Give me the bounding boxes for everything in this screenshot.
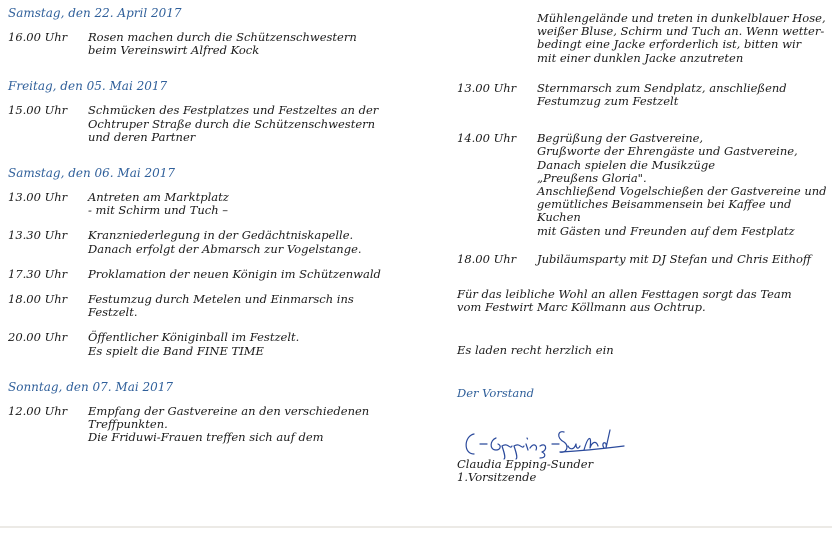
event-text: Öffentlicher Königinball im Festzelt. Es spielt die Band FINE TIME [88, 330, 300, 358]
event-text: Begrüßung der Gastvereine, Grußworte der Ehrengäste und Gastvereine, Danach spielen die Musikzüge „Preußens Gloria". Anschließend Vogelschießen der Gastvereine und gemütliches Beisammensein bei Kaffee und Kuchen mit Gästen und Freunden auf dem Festplatz [537, 131, 827, 238]
event-row [457, 253, 827, 266]
event-row [457, 82, 827, 108]
event-time: 18.00 Uhr [457, 251, 517, 266]
catering-note: Für das leibliche Wohl an allen Festtagen sorgt das Team vom Festwirt Marc Köllmann aus Ochtrup. [457, 287, 792, 315]
event-text: Schmücken des Festplatzes und Festzeltes an der Ochtruper Straße durch die Schützenschwestern und deren Partner [88, 103, 379, 144]
continuation-text: Mühlengelände und treten in dunkelblauer Hose, weißer Bluse, Schirm und Tuch an. Wenn wetter- bedingt eine Jacke erforderlich ist, bitten wir mit einer dunklen Jacke anzutreten [537, 11, 826, 65]
event-time: 18.00 Uhr [8, 292, 68, 307]
event-row [8, 293, 428, 319]
section-heading: Freitag, den 05. Mai 2017 [8, 79, 168, 94]
section-heading: Sonntag, den 07. Mai 2017 [8, 379, 174, 394]
section-friday-may-05 [8, 79, 428, 144]
event-text: Sternmarsch zum Sendplatz, anschließend Festumzug zum Festzelt [537, 80, 787, 109]
event-time: 20.00 Uhr [8, 330, 68, 345]
event-time: 13.00 Uhr [457, 80, 517, 95]
event-row [8, 331, 428, 357]
event-row [8, 31, 428, 57]
event-time: 12.00 Uhr [8, 403, 68, 418]
event-text: Festumzug durch Metelen und Einmarsch ins Festzelt. [88, 292, 354, 320]
event-row [8, 405, 428, 445]
section-heading: Samstag, den 22. April 2017 [8, 6, 182, 20]
event-time: 14.00 Uhr [457, 131, 517, 146]
event-time: 15.00 Uhr [8, 103, 68, 118]
section-saturday-may-06 [8, 166, 428, 358]
signer-role: 1.Vorsitzende [457, 470, 537, 485]
schedule-right-column [457, 12, 827, 401]
event-time: 17.30 Uhr [8, 266, 68, 281]
event-time: 13.30 Uhr [8, 228, 68, 243]
board-label: Der Vorstand [457, 385, 534, 400]
event-text: Empfang der Gastvereine an den verschiedenen Treffpunkten. Die Friduwi-Frauen treffen sich auf dem [88, 403, 370, 445]
event-row [8, 229, 428, 255]
handwritten-signature [460, 424, 625, 460]
event-time: 16.00 Uhr [8, 30, 68, 44]
section-saturday-april-22 [8, 6, 428, 57]
signer-name: Claudia Epping-Sunder [457, 457, 594, 471]
event-text: Jubiläumsparty mit DJ Stefan und Chris Eithoff [537, 251, 812, 266]
event-text: Rosen machen durch die Schützenschwestern beim Vereinswirt Alfred Kock [88, 30, 357, 58]
event-row [8, 104, 428, 144]
event-row [8, 191, 428, 217]
event-row [8, 268, 428, 281]
invitation-line: Es laden recht herzlich ein [457, 343, 614, 358]
signer-block [457, 458, 757, 484]
event-continuation [457, 12, 827, 65]
section-heading: Samstag, den 06. Mai 2017 [8, 166, 176, 181]
event-row [457, 132, 827, 238]
schedule-left-column [8, 6, 428, 444]
section-sunday-may-07 [8, 380, 428, 445]
event-text: Proklamation der neuen Königin im Schützenwald [88, 266, 381, 281]
event-text: Antreten am Marktplatz - mit Schirm und Tuch – [88, 190, 229, 218]
fold-line [0, 526, 832, 528]
event-time: 13.00 Uhr [8, 190, 68, 205]
event-text: Kranzniederlegung in der Gedächtniskapelle. Danach erfolgt der Abmarsch zur Vogelstange. [88, 228, 362, 256]
